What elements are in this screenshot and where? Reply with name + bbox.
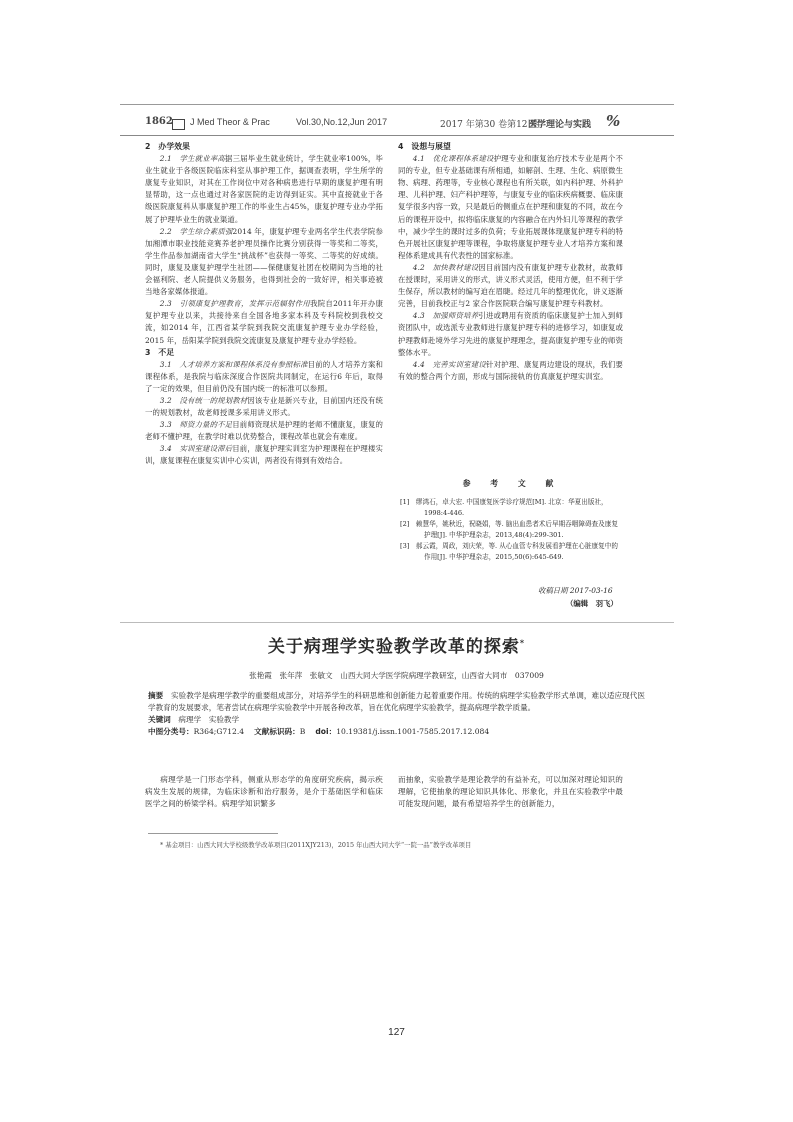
- header-top-rule: [120, 104, 674, 105]
- paragraph-keyword: 4.2 加快教材建设: [412, 262, 479, 272]
- footnote: * 基金项目：山西大同大学校级教学改革项目(2011XJY213)，2015 年山西大同大学“一院一品”教学改革项目: [160, 841, 472, 849]
- header-box-icon: [172, 119, 185, 130]
- paragraph-keyword: 3.1 人才培养方案和课程体系没有参照标准: [159, 359, 308, 369]
- reference-item: [3] 郝云霞，周政，刘庆荣，等. 从心血管专科发展看护理在心脏康复中的作用[J]. 中华护理杂志，2015,50(6):645-649.: [400, 542, 618, 561]
- title-footnote-mark: *: [519, 637, 526, 648]
- clc-label: 中图分类号：: [148, 727, 194, 736]
- keywords-label: 关键词: [148, 715, 171, 724]
- paragraph-keyword: 4.4 完善实训室建设: [412, 359, 486, 369]
- paragraph: [145, 298, 383, 346]
- references-list: [400, 497, 622, 563]
- paragraph-text: 因目前国内没有康复护理专业教材，故教师在授课时，采用讲义的形式，讲义形式灵活，使用方便，但不利于学生保存，所以教材的编写迫在眉睫。经过几年的整理优化，讲义逐渐完善，目前我校正与2 家合作医院联合编写康复护理专科教材。: [398, 262, 623, 309]
- left-column: [145, 141, 383, 468]
- paragraph-text: 因该专业是新兴专业，目前国内还没有统一的规划教材，故老师授课多采用讲义形式。: [145, 395, 383, 418]
- header-volume-cn: 2017 年第30 卷第12 期: [440, 120, 540, 130]
- paragraph: [398, 310, 623, 358]
- doi-label: doi：: [315, 727, 337, 736]
- paragraph-keyword: 3.4 实训室建设滞后: [159, 444, 233, 454]
- section-heading: 3 不足: [145, 347, 175, 357]
- paragraph-text: 目前师资现状是护理的老师不懂康复，康复的老师不懂护理，在教学时难以优势整合，课程改革也就会有难度。: [145, 420, 383, 442]
- paragraph-keyword: 2.1 学生就业率高: [159, 154, 226, 164]
- references-title: 参 考 文 献: [462, 479, 560, 488]
- editor-note: （编辑 羽飞）: [566, 599, 618, 608]
- paragraph: [145, 226, 383, 299]
- paragraph: [145, 419, 383, 443]
- paragraph-keyword: 2.2 学生综合素质强: [159, 226, 233, 236]
- paragraph-text: 目前，康复护理实训室为护理课程在护理楼实训，康复课程在康复实训中心实训，两者没有得到有效结合。: [145, 444, 383, 466]
- paragraph-keyword: 2.3 引领康复护理教育，发挥示范辐射作用: [159, 299, 311, 309]
- body-left-column: [145, 774, 383, 810]
- paragraph-text: 护理专业和康复治疗技术专业是两个不同的专业，但专业基础课有所相通，如解剖、生理、生化、病原微生物、病理、药理等，专业核心课程也有所关联，如内科护理、外科护理、儿科护理、妇产科护理等，与康复专业的临床疾病概要、临床康复学很多内容一致，只是最后的侧重点在护理和康复的不同，故在今后的课程开设中，拟将临床康复的内容融合在内外妇儿等课程的教学中，减少学生的课时过多的负荷；专业拓展课体现康复护理专科的特色开展社区康复护理等课程，争取将康复护理专业人才培养方案和课程体系建成具有代表性的国家标准。: [398, 154, 623, 260]
- paragraph-text: 2014 年，康复护理专业两名学生代表学院参加湘潭市职业技能竞赛养老护理员操作比赛分别获得一等奖和二等奖，学生作品参加湖南省大学生“挑战杯”也获得一等奖、二等奖的好成绩。同时，康复及康复护理学生社团——保健康复社团在校期间为当地的社会福利院、老人院提供义务服务，也得到社会的一致好评，相关事迹被当地各家媒体报道。: [145, 226, 383, 297]
- abstract-label: 摘要: [148, 691, 164, 700]
- keywords-line: [148, 714, 645, 726]
- paragraph: [145, 443, 383, 467]
- paragraph: [398, 359, 623, 383]
- body-right-column: [398, 774, 623, 810]
- header-volume: Vol.30,No.12,Jun 2017: [296, 117, 388, 127]
- header-bottom-rule: [120, 135, 674, 136]
- paragraph: [145, 359, 383, 395]
- paragraph-keyword: 3.3 师资力量的不足: [159, 420, 233, 430]
- reference-item: [2] 赖慧华，姚秋近，祝晓娟，等. 脑出血患者术后早期吞咽障碍查及康复护理[J]. 中华护理杂志，2013,48(4):299-301.: [400, 520, 618, 539]
- page-number: 127: [388, 1027, 405, 1038]
- classification-line: [148, 726, 645, 738]
- doi-value: 10.19381/j.issn.1001-7585.2017.12.084: [336, 727, 490, 736]
- clc-value: R364;G712.4: [193, 727, 245, 736]
- doc-code-value: B: [299, 727, 306, 736]
- received-date: 收稿日期 2017-03-16: [538, 586, 613, 595]
- header-journal-en: J Med Theor & Prac: [190, 117, 270, 127]
- article-title-text: 关于病理学实验教学改革的探索: [267, 637, 520, 657]
- journal-logo: %: [606, 112, 621, 130]
- abstract-line: [148, 690, 645, 714]
- reference-item: [1] 缪鸿石，卓大宏. 中国康复医学诊疗规范[M]. 北京：华夏出版社，1998:4-446.: [400, 498, 608, 517]
- paragraph-keyword: 3.2 没有统一的规划教材: [159, 395, 248, 405]
- paragraph-text: 据三届毕业生就业统计，学生就业率100%，毕业生就业于各级医院临床科室从事护理工作，据调查表明，学生所学的康复专业知识，对其在工作岗位中对各种病患进行早期的康复护理有明显帮助，这一点也通过对各家医院的走访得到证实。其中直接就业于各级医院康复科从事康复护理工作的毕业生占45%，康复护理专业办学拓展了护理毕业生的就业渠道。: [145, 154, 383, 224]
- abstract-text: 实验教学是病理学教学的重要组成部分，对培养学生的科研思维和创新能力起着重要作用。传统的病理学实验教学形式单调，难以适应现代医学教育的发展要求，笔者尝试在病理学实验教学中开展各种改革，旨在优化病理学实验教学，提高病理学教学质量。: [148, 691, 646, 712]
- paragraph: [145, 153, 383, 226]
- doc-code-label: 文献标识码：: [254, 727, 300, 736]
- footnote-rule: [148, 833, 278, 834]
- paragraph: [398, 153, 623, 262]
- section-heading: 2 办学效果: [145, 142, 191, 151]
- paragraph: [145, 395, 383, 419]
- keywords-text: 病理学 实验教学: [178, 715, 240, 724]
- paragraph: [398, 262, 623, 310]
- paragraph-keyword: 4.1 优化课程体系建设: [412, 154, 494, 164]
- abstract-block: [148, 690, 645, 738]
- paragraph-text: 引进或聘用有资质的临床康复护士加入到师资团队中，或选派专业教师进行康复护理专科的进修学习，如康复或护理教师赴境外学习先进的康复护理理念，提高康复护理专业的师资整体水平。: [398, 311, 623, 357]
- article-authors: 张艳霞 张年萍 张敏文 山西大同大学医学院病理学教研室，山西省大同市 037009: [249, 671, 544, 680]
- paragraph-text: 我院自2011年开办康复护理专业以来，共接待来自全国各地多家本科及专科院校到我校交流，如2014 年，江西省某学院到我院交流康复护理专业办学经验，2015 年，岳阳某学院到我院交流康复及康复护理专业办学经验。: [145, 299, 383, 345]
- body-paragraph: 而抽象，实验教学是理论教学的有益补充，可以加深对理论知识的理解，它使抽象的理论知识具体化、形象化，并且在实验教学中最可能发现问题，最有希望培养学生的创新能力，: [398, 775, 623, 809]
- header-page-number: 1862: [145, 116, 173, 127]
- header-journal-cn: 医学理论与实践: [528, 120, 592, 130]
- paragraph-text: 目前的人才培养方案和课程体系，是我院与临床深度合作医院共同制定，在运行6 年后，取得了一定的效果，但目前仍没有国内统一的标准可以参照。: [145, 359, 383, 393]
- paragraph-keyword: 4.3 加强师资培养: [412, 311, 479, 321]
- paragraph-text: 针对护理、康复两边建设的现状，我们要有效的整合两个方面，形成与国际接轨的仿真康复护理实训室。: [398, 359, 623, 381]
- right-column: [398, 141, 623, 383]
- body-paragraph: 病理学是一门形态学科，侧重从形态学的角度研究疾病，揭示疾病发生发展的规律，为临床诊断和治疗服务，是介于基础医学和临床医学之间的桥梁学科。病理学知识繁多: [145, 775, 383, 809]
- article-title: [0, 632, 793, 657]
- section-heading: 4 设想与展望: [398, 142, 451, 151]
- article-separator: [120, 622, 674, 623]
